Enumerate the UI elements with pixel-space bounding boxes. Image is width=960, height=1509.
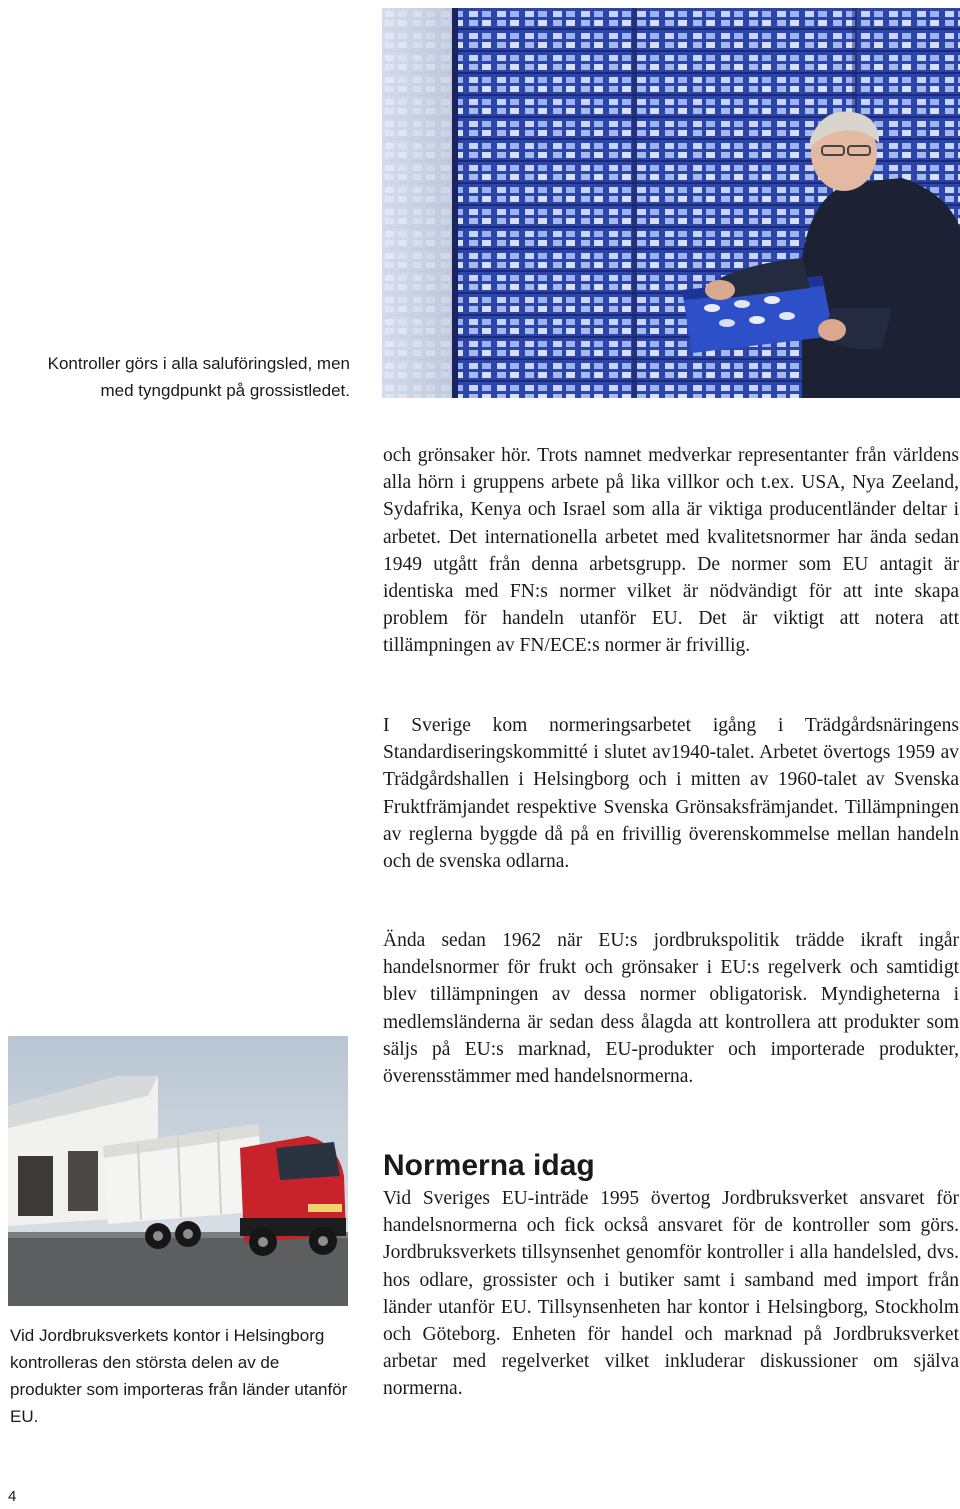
truck-photo-illustration: [8, 1036, 348, 1306]
body-paragraph-2: [383, 712, 959, 875]
truck-terminal-photo: [8, 1036, 348, 1306]
body-paragraph-1: [383, 442, 959, 660]
section-heading: Normerna idag: [383, 1149, 595, 1182]
body-paragraph-4: [383, 1185, 959, 1403]
paragraph-2-text: I Sverige kom normeringsarbetet igång i Trädgårdsnäringens Standardiseringskommitté i slutet av1940-talet. Arbetet övertogs 1959 av Trädgårdshallen i Helsingborg och i mitten av 1960-talet av Svenska Fruktfrämjandet respektive Svenska Grönsaksfrämjandet. Tillämpningen av reglerna byggde då på en frivillig överenskommelse mellan handeln och de svenska odlarna.: [383, 715, 959, 873]
body-paragraph-3: [383, 927, 959, 1090]
paragraph-1-text: och grönsaker hör. Trots namnet medverkar representanter från världens alla hörn i gruppens arbete på lika villkor och t.ex. USA, Nya Zeeland, Sydafrika, Kenya och Israel som alla är viktiga producentländer deltar i arbetet. Det internationella arbetet med kvalitetsnormer har ända sedan 1949 utgått från denna arbetsgrupp. De normer som EU antagit är identiska med FN:s normer vilket är nödvändigt för att inte skapa problem för handeln utanför EU. Det är viktigt att notera att tillämpningen av FN/ECE:s normer är frivillig.: [383, 445, 959, 657]
warehouse-photo-illustration: [382, 8, 960, 398]
warehouse-inspection-photo: [382, 8, 960, 398]
warehouse-photo-caption: Kontroller görs i alla saluföringsled, men med tyngdpunkt på grossistledet.: [47, 354, 350, 400]
page-number: 4: [8, 1488, 17, 1505]
truck-photo-caption: Vid Jordbruksverkets kontor i Helsingborg kontrolleras den största delen av de produkter som importeras från länder utanför EU.: [10, 1326, 348, 1426]
paragraph-4-text: Vid Sveriges EU-inträde 1995 övertog Jordbruksverket ansvaret för handelsnormerna och fick också ansvaret för de kontroller som görs. Jordbruksverkets tillsynsenhet genomför kontroller i alla handelsled, dvs. hos odlare, grossister och i butiker samt i samband med import från länder utanför EU. Tillsynsenheten har kontor i Helsingborg, Stockholm och Göteborg. Enheten för handel och marknad på Jordbruksverket arbetar med regelverket vilket inkluderar diskussioner om själva normerna.: [383, 1188, 959, 1400]
paragraph-3-text: Ända sedan 1962 när EU:s jordbrukspolitik trädde ikraft ingår handelsnormer för frukt och grönsaker i EU:s regelverk och samtidigt blev tillämpningen av dessa normer obligatorisk. Myndigheterna i medlemsländerna är sedan dess ålagda att kontrollera att produkter som säljs på EU:s marknad, EU-produkter och importerade produkter, överensstämmer med handelsnormerna.: [383, 930, 959, 1088]
